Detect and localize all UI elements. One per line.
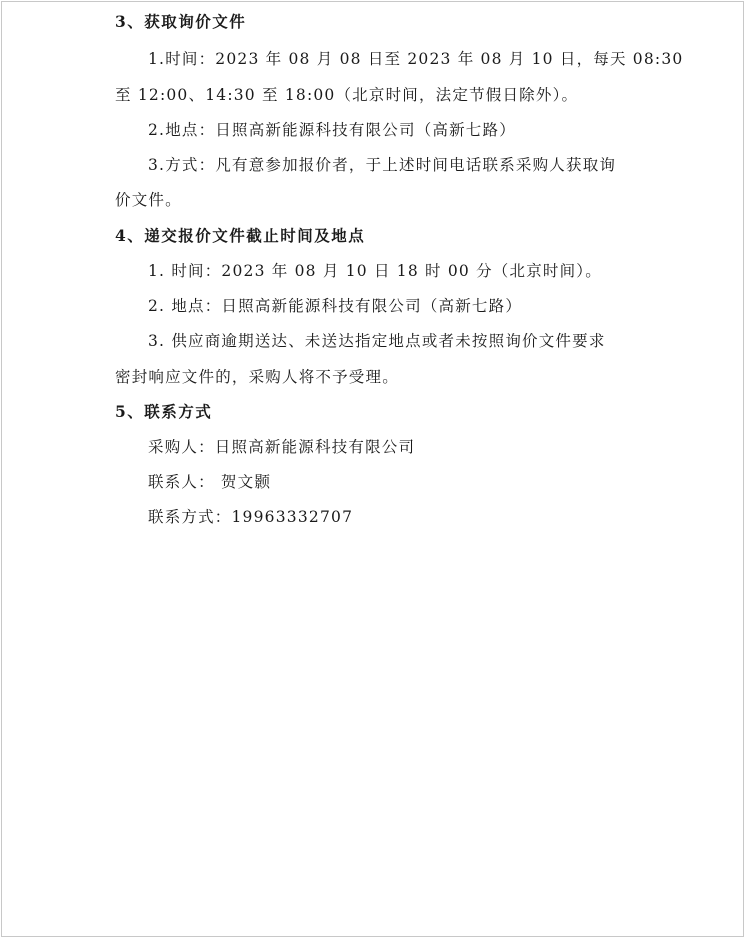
section-3-item-1-line-2: 至 12:00、14:30 至 18:00（北京时间，法定节假日除外）。 — [115, 86, 579, 104]
purchaser-line: 采购人：日照高新能源科技有限公司 — [148, 438, 416, 456]
section-4-item-3-line-2: 密封响应文件的，采购人将不予受理。 — [115, 368, 399, 386]
section-4-item-1: 1. 时间：2023 年 08 月 10 日 18 时 00 分（北京时间）。 — [148, 262, 602, 280]
section-3-heading: 3、获取询价文件 — [115, 12, 247, 31]
section-3-item-2: 2.地点：日照高新能源科技有限公司（高新七路） — [148, 121, 516, 139]
section-3-item-3-line-1: 3.方式：凡有意参加报价者，于上述时间电话联系采购人获取询 — [148, 156, 617, 174]
section-4-heading: 4、递交报价文件截止时间及地点 — [115, 226, 366, 245]
contact-method-line: 联系方式：19963332707 — [148, 508, 354, 526]
section-3-item-3-line-2: 价文件。 — [115, 191, 182, 209]
contact-person-line: 联系人： 贺文颢 — [148, 473, 272, 491]
section-3-item-1-line-1: 1.时间：2023 年 08 月 08 日至 2023 年 08 月 10 日，每天 08:30 — [148, 50, 684, 68]
section-4-item-3-line-1: 3. 供应商逾期送达、未送达指定地点或者未按照询价文件要求 — [148, 332, 606, 350]
section-4-item-2: 2. 地点：日照高新能源科技有限公司（高新七路） — [148, 297, 523, 315]
section-5-heading: 5、联系方式 — [115, 402, 213, 421]
page-border — [1, 1, 744, 937]
